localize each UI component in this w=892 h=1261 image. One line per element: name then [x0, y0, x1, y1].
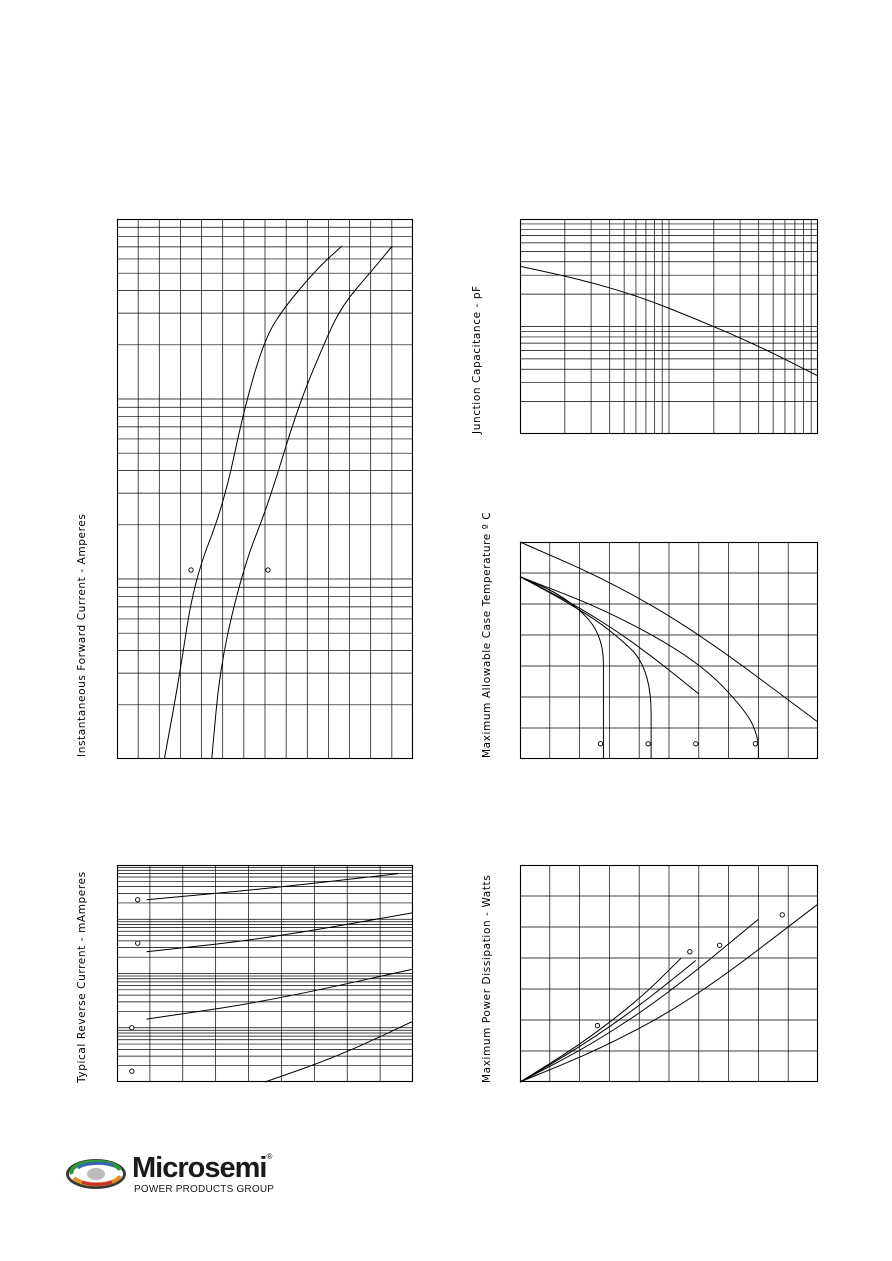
curve-marker-4	[753, 742, 757, 746]
forward-current-chart	[117, 219, 413, 759]
microsemi-globe-icon	[64, 1152, 130, 1196]
series-line-2	[520, 960, 696, 1082]
logo-registered: ®	[266, 1152, 272, 1161]
reverse-current-chart	[117, 865, 413, 1082]
curve-marker-1	[598, 742, 602, 746]
series-line-2	[147, 913, 413, 952]
case-temp-chart	[520, 542, 818, 759]
curve-marker-3	[694, 742, 698, 746]
curve-marker-1	[595, 1023, 599, 1027]
forward-current-ylabel: Instantaneous Forward Current - Amperes	[76, 513, 88, 757]
case-temp-ylabel: Maximum Allowable Case Temperature º C	[481, 511, 493, 758]
logo-subtitle: POWER PRODUCTS GROUP	[134, 1184, 275, 1195]
curve-marker-3	[130, 1026, 134, 1030]
series-line-1	[164, 246, 342, 759]
logo-wordmark	[132, 1152, 271, 1185]
curve-marker-2	[646, 742, 650, 746]
curve-marker-4	[130, 1069, 134, 1073]
microsemi-logo	[64, 1150, 284, 1200]
power-chart	[520, 865, 818, 1082]
power-ylabel: Maximum Power Dissipation - Watts	[481, 874, 493, 1083]
curve-marker-2	[266, 568, 270, 572]
capacitance-ylabel: Junction Capacitance - pF	[471, 285, 483, 434]
curve-marker-1	[189, 568, 193, 572]
capacitance-chart	[520, 219, 818, 434]
series-line-2	[212, 246, 393, 759]
curve-marker-1	[136, 898, 140, 902]
curve-marker-2	[688, 950, 692, 954]
reverse-current-ylabel: Typical Reverse Current - mAmperes	[76, 871, 88, 1083]
curve-marker-4	[780, 913, 784, 917]
logo-name: Microsemi	[132, 1152, 267, 1184]
curve-marker-3	[717, 943, 721, 947]
curve-marker-2	[136, 941, 140, 945]
